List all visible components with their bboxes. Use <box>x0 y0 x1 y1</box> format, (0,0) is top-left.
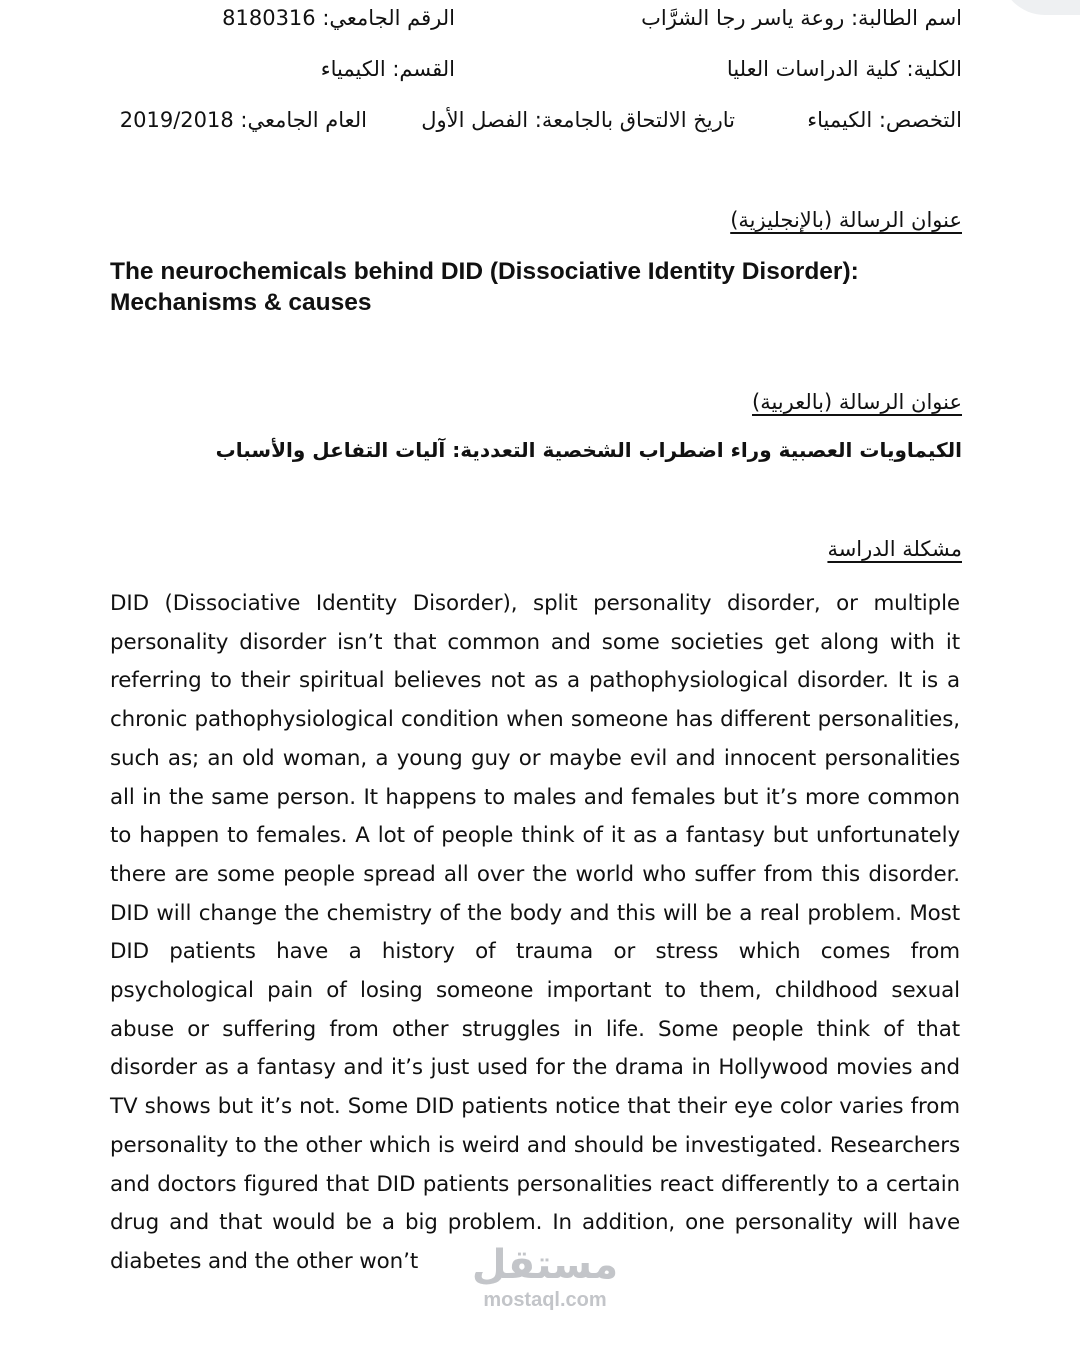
college: الكلية: كلية الدراسات العليا <box>726 57 962 81</box>
student-id-line <box>222 6 455 30</box>
specialization: التخصص: الكيمياء <box>807 108 962 132</box>
arabic-title-heading: عنوان الرسالة (بالعربية) <box>752 390 962 414</box>
department: القسم: الكيمياء <box>320 57 455 81</box>
english-title-heading: عنوان الرسالة (بالإنجليزية) <box>730 208 962 232</box>
corner-shadow <box>1000 0 1080 15</box>
arabic-title: الكيماويات العصبية وراء اضطراب الشخصية التعددية: آليات التفاعل والأسباب <box>215 438 962 462</box>
study-problem-body: DID (Dissociative Identity Disorder), split personality disorder, or multiple personality disorder isn’t that common and some societies get along with it referring to their spiritual believes not as a pathophysiological disorder. It is a chronic pathophysiological condition when someone has different personalities, such as; an old woman, a young guy or maybe evil and innocent personalities all in the same person. It happens to males and females but it’s more common to happen to females. A lot of people think of it as a fantasy but unfortunately there are some people spread all over the world who suffer from this disorder. DID will change the chemistry of the body and this will be a real problem. Most DID patients have a history of trauma or stress which comes from psychological pain of losing someone important to them, childhood sexual abuse or suffering from other struggles in life. Some people think of that disorder as a fantasy and it’s just used for the drama in Hollywood movies and TV shows but it’s not. Some DID patients notice that their eye color varies from personality to the other which is weird and should be investigated. Researchers and doctors figured that DID patients personalities react differently to a certain drug and that would be a big problem. In addition, one personality will have diabetes and the other won’t <box>110 591 960 1274</box>
watermark-logo: مستقل <box>471 1242 619 1288</box>
academic-year: 2019/2018 <box>119 108 234 132</box>
mostaql-watermark <box>470 1240 620 1310</box>
enrollment: تاريخ الالتحاق بالجامعة: الفصل الأول <box>421 108 735 132</box>
study-problem-heading: مشكلة الدراسة <box>827 537 962 561</box>
watermark-site: mostaql.com <box>483 1289 607 1311</box>
academic-year-line <box>120 108 367 132</box>
academic-year-label: العام الجامعي: <box>240 108 367 132</box>
student-id: 8180316 <box>222 6 316 30</box>
student-name: اسم الطالبة: روعة ياسر رجا الشرَّاب <box>641 6 962 30</box>
student-id-label: الرقم الجامعي: <box>322 6 455 30</box>
english-title: The neurochemicals behind DID (Dissociative Identity Disorder): Mechanisms & causes <box>110 258 859 316</box>
